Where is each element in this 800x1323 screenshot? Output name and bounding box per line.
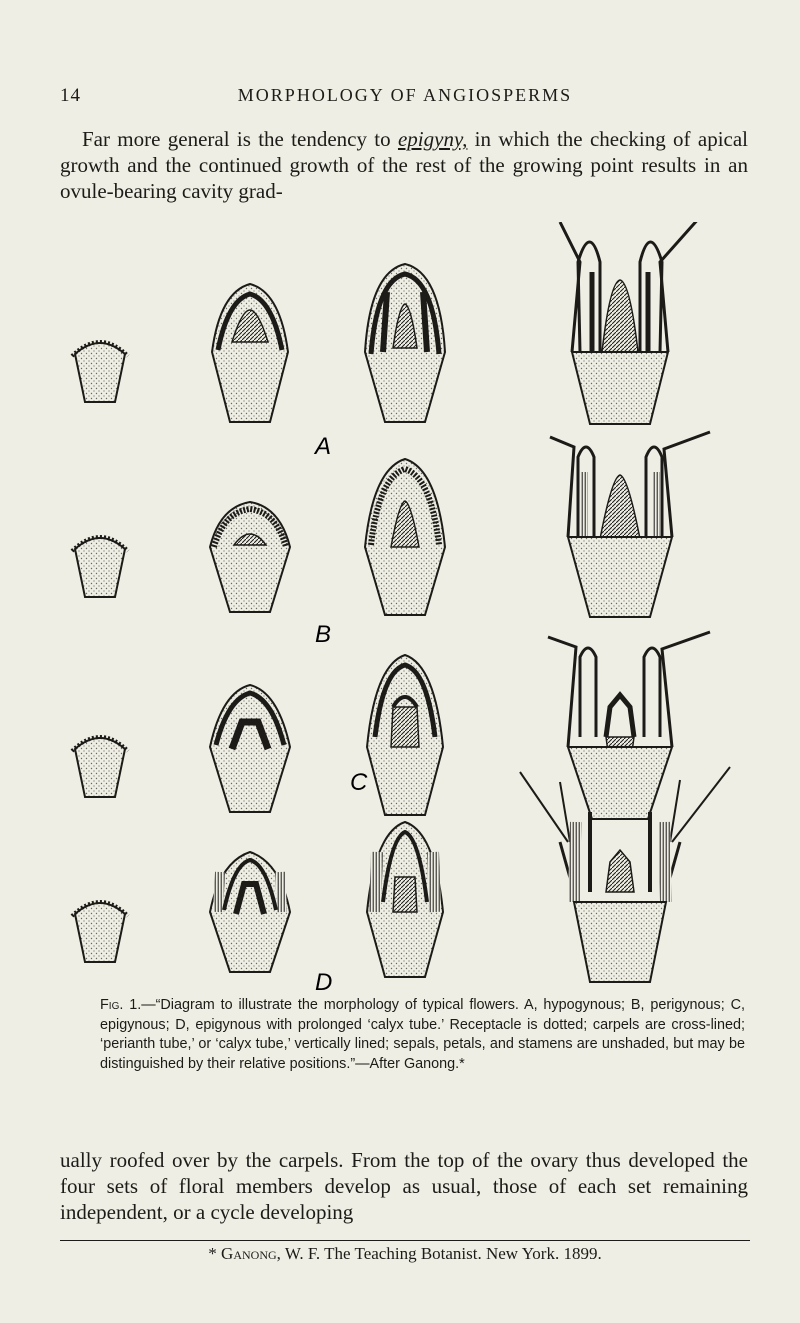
row-label-d: D: [315, 969, 333, 992]
body-paragraph-bottom: [60, 1147, 748, 1225]
row-c-stage-1: [72, 737, 128, 797]
footnote-author: Ganong, W. F.: [221, 1244, 321, 1263]
footnote-rule: [60, 1240, 750, 1241]
row-a-stage-1: [72, 342, 128, 402]
footnote-reference: The Teaching Botanist. New York. 1899.: [324, 1244, 602, 1263]
page-number: 14: [60, 85, 81, 106]
body-text: Far more general is the tendency to: [82, 127, 398, 151]
footnote-marker: *: [208, 1244, 217, 1263]
epigyny-term: epigyny,: [397, 127, 468, 151]
row-label-a: A: [315, 433, 332, 460]
body-text-continued: in which the checking of apical growth and the continued growth of the rest of the growing point results in an ovule-bearing cavity grad-: [60, 127, 749, 203]
footnote: [60, 1244, 750, 1264]
row-label-b: B: [315, 621, 332, 648]
figure-caption: [100, 996, 745, 1074]
page-header: [60, 85, 750, 109]
row-c-stage-2: [210, 685, 290, 812]
row-a-stage-3: [365, 264, 445, 422]
row-d-stage-1: [72, 902, 128, 962]
row-c-stage-4: [548, 632, 710, 819]
row-d-stage-3: [367, 822, 443, 977]
row-b-stage-4: [550, 432, 710, 617]
row-c-stage-3: [367, 655, 443, 815]
caption-label: Fig. 1.—: [100, 997, 156, 1013]
caption-text: “Diagram to illustrate the morphology of typical flowers. A, hypogynous; B, perigynous; C, epigynous; D, epigynous with prolonged ‘calyx tube.’ Receptacle is dotted; carpels are cross-lined; ‘perianth tube,’ or ‘calyx tube,’ vertically lined; sepals, petals, and stamens are unshaded, but may be distinguished by their relative positions.”—After Ganong.*: [100, 997, 745, 1072]
row-b-stage-2: [210, 502, 290, 612]
row-b-stage-3: [365, 459, 445, 615]
row-b-stage-1: [72, 537, 128, 597]
body-text-bottom: ually roofed over by the carpels. From the top of the ovary thus developed the four sets of floral members develop as usual, those of each set remaining independent, or a cycle developing: [60, 1148, 748, 1224]
row-a-stage-4: [560, 222, 700, 424]
running-title: MORPHOLOGY OF ANGIOSPERMS: [237, 85, 573, 105]
row-d-stage-2: [210, 852, 290, 972]
row-a-stage-2: [212, 284, 288, 422]
row-label-c: C: [350, 769, 368, 796]
flower-morphology-diagram: [60, 222, 750, 992]
body-paragraph-top: [60, 126, 748, 204]
